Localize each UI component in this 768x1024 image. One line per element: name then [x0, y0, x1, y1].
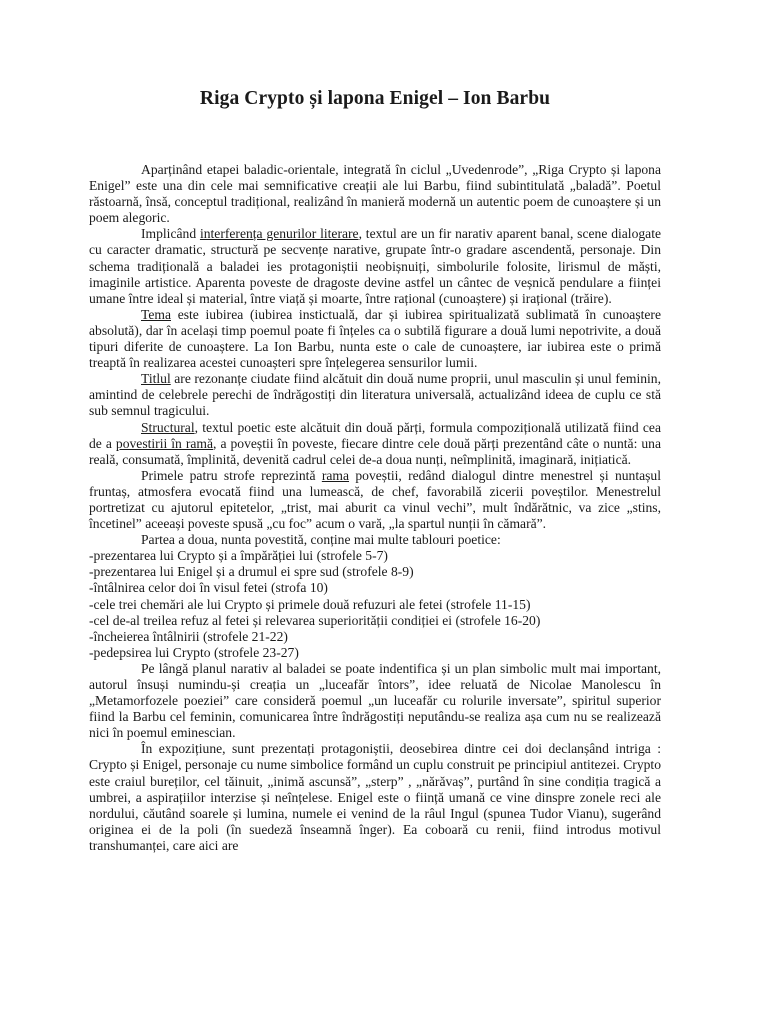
underlined-term: povestirii în ramă — [115, 435, 214, 451]
underlined-term: interferența genurilor literare — [199, 226, 359, 242]
paragraph-structure — [89, 420, 661, 468]
text: , textul are un fir narativ aparent banal, scene dialogate cu caracter dramatic, structură pe secvențe narative, grupate într-o gradare ascendentă, personaje. Din schema tradițională a baladei ies protagoniștii neobișnuiți, simbolurile folosite, lirismul de măști, imaginile artistice. Aparenta poveste de dragoste devine astfel un cântec de veșnică pendulare a ființei umane între ideal și material, între viață și moarte, între rațional (cunoaștere) și irațional (trăire). — [89, 226, 662, 306]
underlined-term: Structural — [141, 419, 195, 435]
paragraph-title — [89, 371, 661, 419]
list-item: -întâlnirea celor doi în visul fetei (strofa 10) — [89, 580, 328, 596]
underlined-term: rama — [321, 467, 350, 483]
document-body — [89, 162, 661, 854]
text: , a poveștii în poveste, fiecare dintre cele două părți prezentând câte o nuntă: una reală, consumată, împlinită, devenită cadrul celei de-a doua nunți, neîmplinită, imaginară, inițiatică. — [89, 435, 662, 467]
list-item: -încheierea întâlnirii (strofele 21-22) — [89, 628, 288, 644]
text: are rezonanțe ciudate fiind alcătuit din două nume proprii, unul masculin și unul feminin, amintind de celebrele perechi de îndrăgostiți din literatura universală, actualizând ideea de cuplu ce stă sub semnul tragicului. — [89, 371, 661, 419]
list-item: -prezentarea lui Crypto și a împărăției lui (strofele 5-7) — [89, 548, 388, 564]
paragraph-theme — [89, 307, 661, 371]
paragraph-frame — [89, 468, 661, 532]
list-item: -cel de-al treilea refuz al fetei și relevarea superiorității condiției ei (strofele 16-20) — [89, 612, 541, 628]
text: Implicând — [141, 226, 200, 242]
list-item: -cele trei chemări ale lui Crypto și primele două refuzuri ale fetei (strofele 11-15) — [89, 596, 531, 612]
list-item: -prezentarea lui Enigel și a drumul ei spre sud (strofele 8-9) — [89, 564, 414, 580]
text: poveștii, redând dialogul dintre menestrel și nuntașul fruntaș, atmosfera evocată fiind una lumească, de chef, favorabilă zicerii poveștilor. Menestrelul portretizat cu ajutorul epitetelor, „trist, mai aburit ca vinul vechi”, mult îndărătnic, va zice „stins, încetinel” aceeași poveste spusă „cu foc” acum o vară, „la spartul nunții în cămară”. — [89, 467, 662, 532]
paragraph-part-two: Partea a doua, nunta povestită, conține mai multe tablouri poetice: — [141, 532, 501, 548]
paragraph-symbolic-plan: Pe lângă planul narativ al baladei se poate indentifica și un plan simbolic mult mai important, autorul însuși numindu-și creația un „luceafăr întors”, idee reluată de Nicolae Manolescu în „Metamorfozele poeziei” care consideră poemul „un luceafăr cu rolurile inversate”, spiritul superior fiind la Barbu cel feminin, comunicarea între îndrăgostiți neputându-se realiza așa cum nu se realizează nici în poemul eminescian. — [89, 660, 661, 741]
list-item: -pedepsirea lui Crypto (strofele 23-27) — [89, 644, 299, 660]
text: Primele patru strofe reprezintă — [141, 467, 322, 483]
underlined-term: Tema — [141, 306, 171, 322]
paragraph-genres — [89, 226, 661, 306]
text: este iubirea (iubirea instictuală, dar și iubirea spiritualizată sublimată în cunoaștere absolută), dar în același timp poemul poate fi înțeles ca o subtilă figurare a două lumi nepotrivite, a două tipuri diferite de cunoaștere. La Ion Barbu, nunta este o cale de cunoaștere, iar iubirea este o primă treaptă în realizarea acestei cunoașteri spre înțelegerea sensurilor lumii. — [89, 306, 661, 371]
paragraph-intro: Aparținând etapei baladic-orientale, integrată în ciclul „Uvedenrode”, „Riga Crypto și lapona Enigel” este una din cele mai semnificative creații ale lui Barbu, fiind subintitulată „baladă”. Poetul răstoarnă, însă, conceptul tradițional, realizând în manieră modernă un autentic poem de cunoaștere și un poem alegoric. — [89, 162, 661, 226]
underlined-term: Titlul — [141, 371, 171, 387]
document-title: Riga Crypto și lapona Enigel – Ion Barbu — [199, 88, 551, 109]
text: , textul poetic este alcătuit din două părți, formula compozițională utilizată fiind cea de a — [89, 419, 661, 451]
tableaux-list — [89, 548, 661, 661]
paragraph-exposition: În expozițiune, sunt prezentați protagoniștii, deosebirea dintre cei doi declanșând intriga : Crypto și Enigel, personaje cu nume simbolice formând un cuplu construit pe principiul antitezei. Crypto este craiul bureților, cel tăinuit, „inimă ascunsă”, „sterp” , „nărăvaș”, purtând în sine condiția tragică a umbrei, a aspirațiilor interzise și neînțelese. Enigel este o ființă umană ce vine dinspre zonele reci ale nordului, căutând soarele și lumina, numele ei venind de la râul Ingul (spunea Tudor Vianu), sugerând originea ei de la poli (în suedeză înseamnă înger). Ea coboară cu renii, fiind introdus motivul transhumanței, care aici are — [89, 741, 661, 853]
